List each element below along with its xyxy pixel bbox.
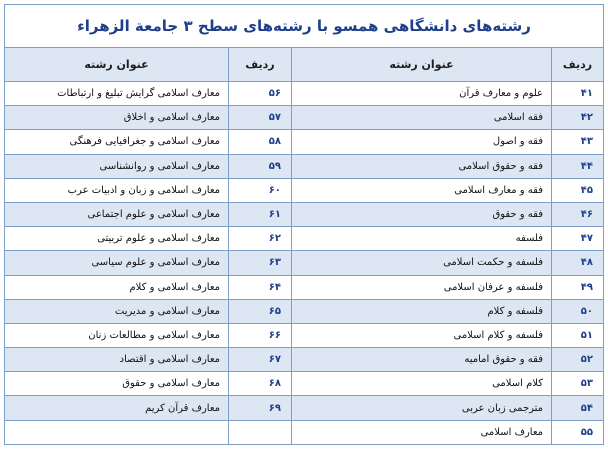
table-row bbox=[5, 372, 604, 396]
row-number-cell: ۵۴ bbox=[552, 396, 604, 420]
row-number-cell: ۶۶ bbox=[229, 323, 292, 347]
row-number-cell: ۶۳ bbox=[229, 251, 292, 275]
field-name-cell: معارف اسلامی bbox=[292, 420, 552, 444]
row-number-cell: ۵۳ bbox=[552, 372, 604, 396]
row-number-cell: ۶۵ bbox=[229, 299, 292, 323]
fields-table-container bbox=[4, 4, 603, 445]
field-name-cell: فلسفه و کلام bbox=[292, 299, 552, 323]
table-row bbox=[5, 202, 604, 226]
table-row bbox=[5, 106, 604, 130]
field-name-cell: معارف اسلامی و علوم سیاسی bbox=[5, 251, 229, 275]
row-number-cell: ۴۹ bbox=[552, 275, 604, 299]
row-number-cell: ۵۵ bbox=[552, 420, 604, 444]
field-name-cell: فلسفه و حکمت اسلامی bbox=[292, 251, 552, 275]
field-name-cell: معارف اسلامی و مطالعات زنان bbox=[5, 323, 229, 347]
field-name-cell: معارف اسلامی و علوم اجتماعی bbox=[5, 202, 229, 226]
row-number-cell: ۵۸ bbox=[229, 130, 292, 154]
field-name-cell: معارف اسلامی و روانشناسی bbox=[5, 154, 229, 178]
row-number-cell: ۴۶ bbox=[552, 202, 604, 226]
field-name-cell: معارف اسلامی و جغرافیایی فرهنگی bbox=[5, 130, 229, 154]
field-name-cell: فقه و معارف اسلامی bbox=[292, 178, 552, 202]
table-row bbox=[5, 227, 604, 251]
header-field-name-1: عنوان رشته bbox=[292, 48, 552, 82]
row-number-cell: ۵۱ bbox=[552, 323, 604, 347]
field-name-cell: فقه اسلامی bbox=[292, 106, 552, 130]
header-field-name-2: عنوان رشته bbox=[5, 48, 229, 82]
table-row bbox=[5, 178, 604, 202]
field-name-cell: معارف اسلامی و مدیریت bbox=[5, 299, 229, 323]
header-row-number-2: ردیف bbox=[229, 48, 292, 82]
table-header-row bbox=[5, 48, 604, 82]
field-name-cell: معارف اسلامی گرایش تبلیغ و ارتباطات bbox=[5, 82, 229, 106]
field-name-cell: فلسفه و کلام اسلامی bbox=[292, 323, 552, 347]
row-number-cell: ۵۹ bbox=[229, 154, 292, 178]
field-name-cell: کلام اسلامی bbox=[292, 372, 552, 396]
row-number-cell: ۴۵ bbox=[552, 178, 604, 202]
field-name-cell: فقه و حقوق اسلامی bbox=[292, 154, 552, 178]
row-number-cell: ۴۴ bbox=[552, 154, 604, 178]
table-row bbox=[5, 323, 604, 347]
table-row bbox=[5, 251, 604, 275]
row-number-cell: ۶۲ bbox=[229, 227, 292, 251]
row-number-cell: ۵۲ bbox=[552, 348, 604, 372]
table-row bbox=[5, 299, 604, 323]
field-name-cell bbox=[5, 420, 229, 444]
row-number-cell: ۴۱ bbox=[552, 82, 604, 106]
table-row bbox=[5, 275, 604, 299]
row-number-cell: ۵۷ bbox=[229, 106, 292, 130]
row-number-cell: ۶۴ bbox=[229, 275, 292, 299]
table-row bbox=[5, 420, 604, 444]
field-name-cell: فلسفه و عرفان اسلامی bbox=[292, 275, 552, 299]
field-name-cell: فقه و حقوق bbox=[292, 202, 552, 226]
field-name-cell: فقه و اصول bbox=[292, 130, 552, 154]
row-number-cell: ۵۶ bbox=[229, 82, 292, 106]
row-number-cell: ۶۱ bbox=[229, 202, 292, 226]
row-number-cell: ۶۰ bbox=[229, 178, 292, 202]
row-number-cell: ۴۸ bbox=[552, 251, 604, 275]
row-number-cell: ۴۷ bbox=[552, 227, 604, 251]
field-name-cell: علوم و معارف قرآن bbox=[292, 82, 552, 106]
row-number-cell: ۴۳ bbox=[552, 130, 604, 154]
row-number-cell: ۶۸ bbox=[229, 372, 292, 396]
table-row bbox=[5, 130, 604, 154]
field-name-cell: معارف اسلامی و کلام bbox=[5, 275, 229, 299]
row-number-cell: ۵۰ bbox=[552, 299, 604, 323]
field-name-cell: مترجمی زبان عربی bbox=[292, 396, 552, 420]
table-title: رشته‌های دانشگاهی همسو با رشته‌های سطح ۳ جامعة الزهراء bbox=[5, 5, 604, 48]
header-row-number-1: ردیف bbox=[552, 48, 604, 82]
row-number-cell bbox=[229, 420, 292, 444]
table-row bbox=[5, 154, 604, 178]
field-name-cell: معارف اسلامی و علوم تربیتی bbox=[5, 227, 229, 251]
field-name-cell: معارف اسلامی و حقوق bbox=[5, 372, 229, 396]
field-name-cell: فلسفه bbox=[292, 227, 552, 251]
table-row bbox=[5, 396, 604, 420]
field-name-cell: معارف اسلامی و زبان و ادبیات عرب bbox=[5, 178, 229, 202]
fields-table bbox=[4, 4, 604, 445]
field-name-cell: معارف اسلامی و اخلاق bbox=[5, 106, 229, 130]
table-title-row bbox=[5, 5, 604, 48]
row-number-cell: ۴۲ bbox=[552, 106, 604, 130]
table-row bbox=[5, 348, 604, 372]
field-name-cell: معارف قرآن کریم bbox=[5, 396, 229, 420]
field-name-cell: معارف اسلامی و اقتصاد bbox=[5, 348, 229, 372]
field-name-cell: فقه و حقوق امامیه bbox=[292, 348, 552, 372]
row-number-cell: ۶۷ bbox=[229, 348, 292, 372]
row-number-cell: ۶۹ bbox=[229, 396, 292, 420]
table-row bbox=[5, 82, 604, 106]
